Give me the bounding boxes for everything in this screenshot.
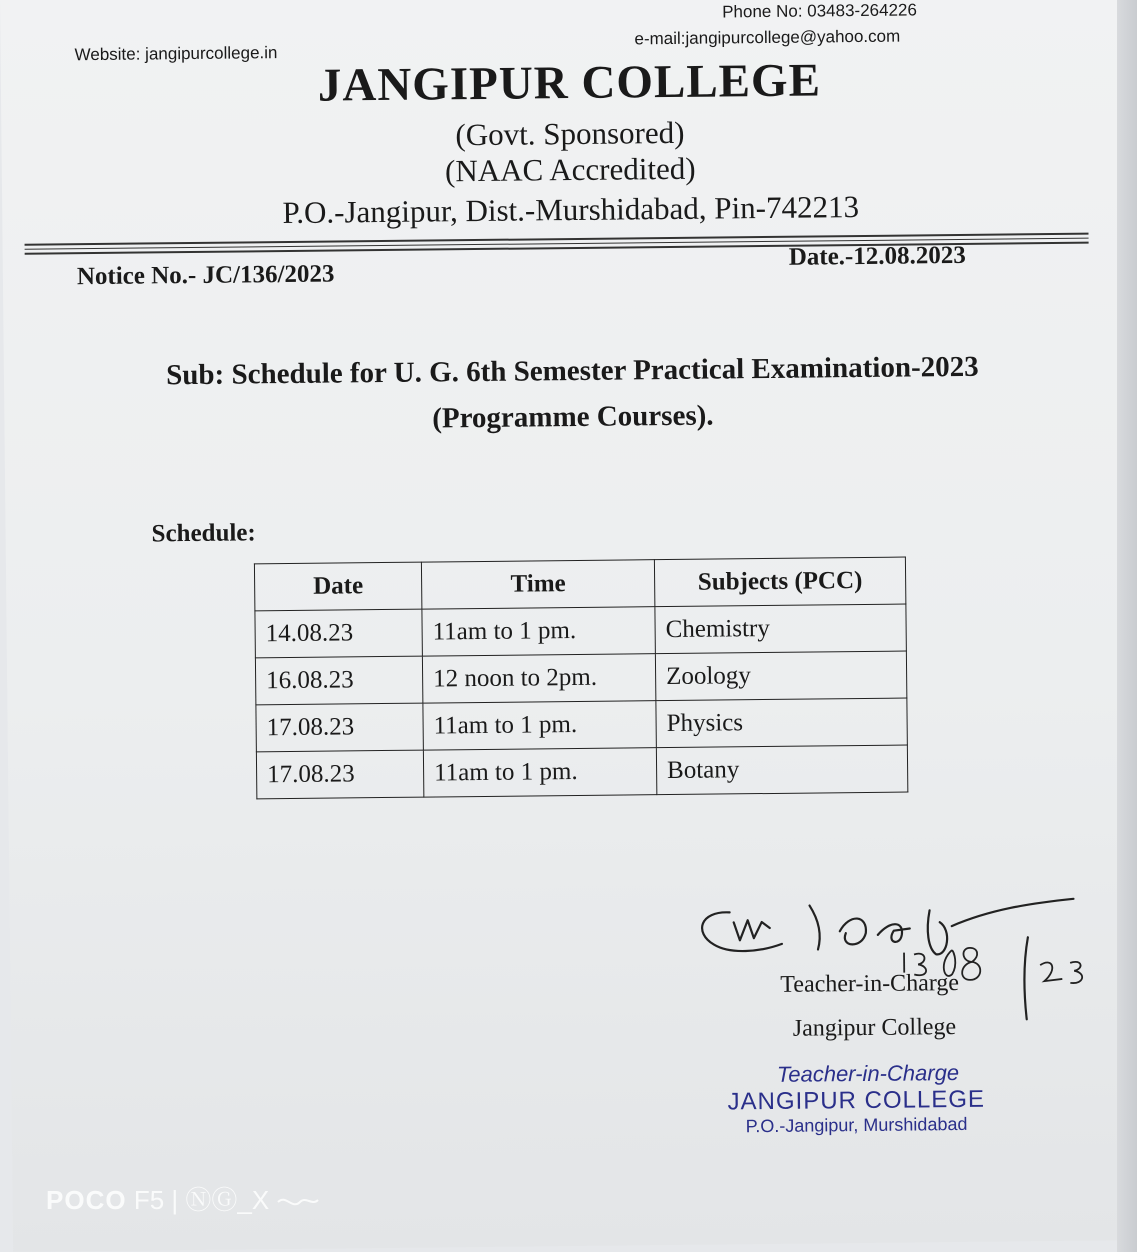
subject-line-1: Sub: Schedule for U. G. 6th Semester Practical Examination-2023 [166,350,979,392]
cell-subject: Botany [656,745,907,795]
watermark-tag: | ⓃⒼ_X [171,1185,270,1215]
stamp-designation: Teacher-in-Charge [776,1060,960,1087]
cell-subject: Zoology [655,651,906,701]
subject-heading [4,342,1137,446]
page-edge-shadow [1117,0,1137,1252]
cell-subject: Chemistry [655,604,906,654]
college-name: JANGIPUR COLLEGE [317,54,822,112]
wave-icon [276,1192,320,1212]
accreditation-line: (NAAC Accredited) [444,150,696,189]
signatory-institution: Jangipur College [792,1014,957,1042]
cell-date: 16.08.23 [255,656,422,705]
table-row [256,745,907,799]
cell-time: 11am to 1 pm. [423,701,656,750]
cell-date: 17.08.23 [256,750,423,799]
schedule-label: Schedule: [151,519,256,548]
subject-line-2: (Programme Courses). [432,399,714,435]
cell-subject: Physics [656,698,907,748]
table-header-row [254,557,905,611]
column-header-subject: Subjects (PCC) [654,557,905,607]
table-row [255,651,906,705]
table-row [256,698,907,752]
cell-date: 17.08.23 [256,703,423,752]
watermark-model: F5 [133,1185,165,1215]
notice-number: Notice No.- JC/136/2023 [76,260,335,291]
website-text: Website: jangipurcollege.in [74,43,278,65]
column-header-date: Date [254,562,421,611]
table-row [255,604,906,658]
email-text: e-mail:jangipurcollege@yahoo.com [634,26,901,49]
cell-date: 14.08.23 [255,609,422,658]
official-stamp [727,1060,985,1138]
column-header-time: Time [421,560,654,609]
address-line: P.O.-Jangipur, Dist.-Murshidabad, Pin-742213 [282,189,860,231]
handwritten-signature [689,888,1110,1032]
stamp-address: P.O.-Jangipur, Murshidabad [745,1113,968,1137]
camera-watermark [46,1180,320,1217]
sponsorship-line: (Govt. Sponsored) [455,114,685,153]
watermark-brand: POCO [46,1185,127,1215]
notice-date: Date.-12.08.2023 [788,241,966,271]
stamp-college: JANGIPUR COLLEGE [727,1085,986,1116]
cell-time: 11am to 1 pm. [422,607,655,656]
cell-time: 11am to 1 pm. [423,748,656,797]
phone-text: Phone No: 03483-264226 [722,0,917,22]
schedule-table [254,557,908,800]
signatory-designation: Teacher-in-Charge [780,970,960,998]
cell-time: 12 noon to 2pm. [422,654,655,703]
